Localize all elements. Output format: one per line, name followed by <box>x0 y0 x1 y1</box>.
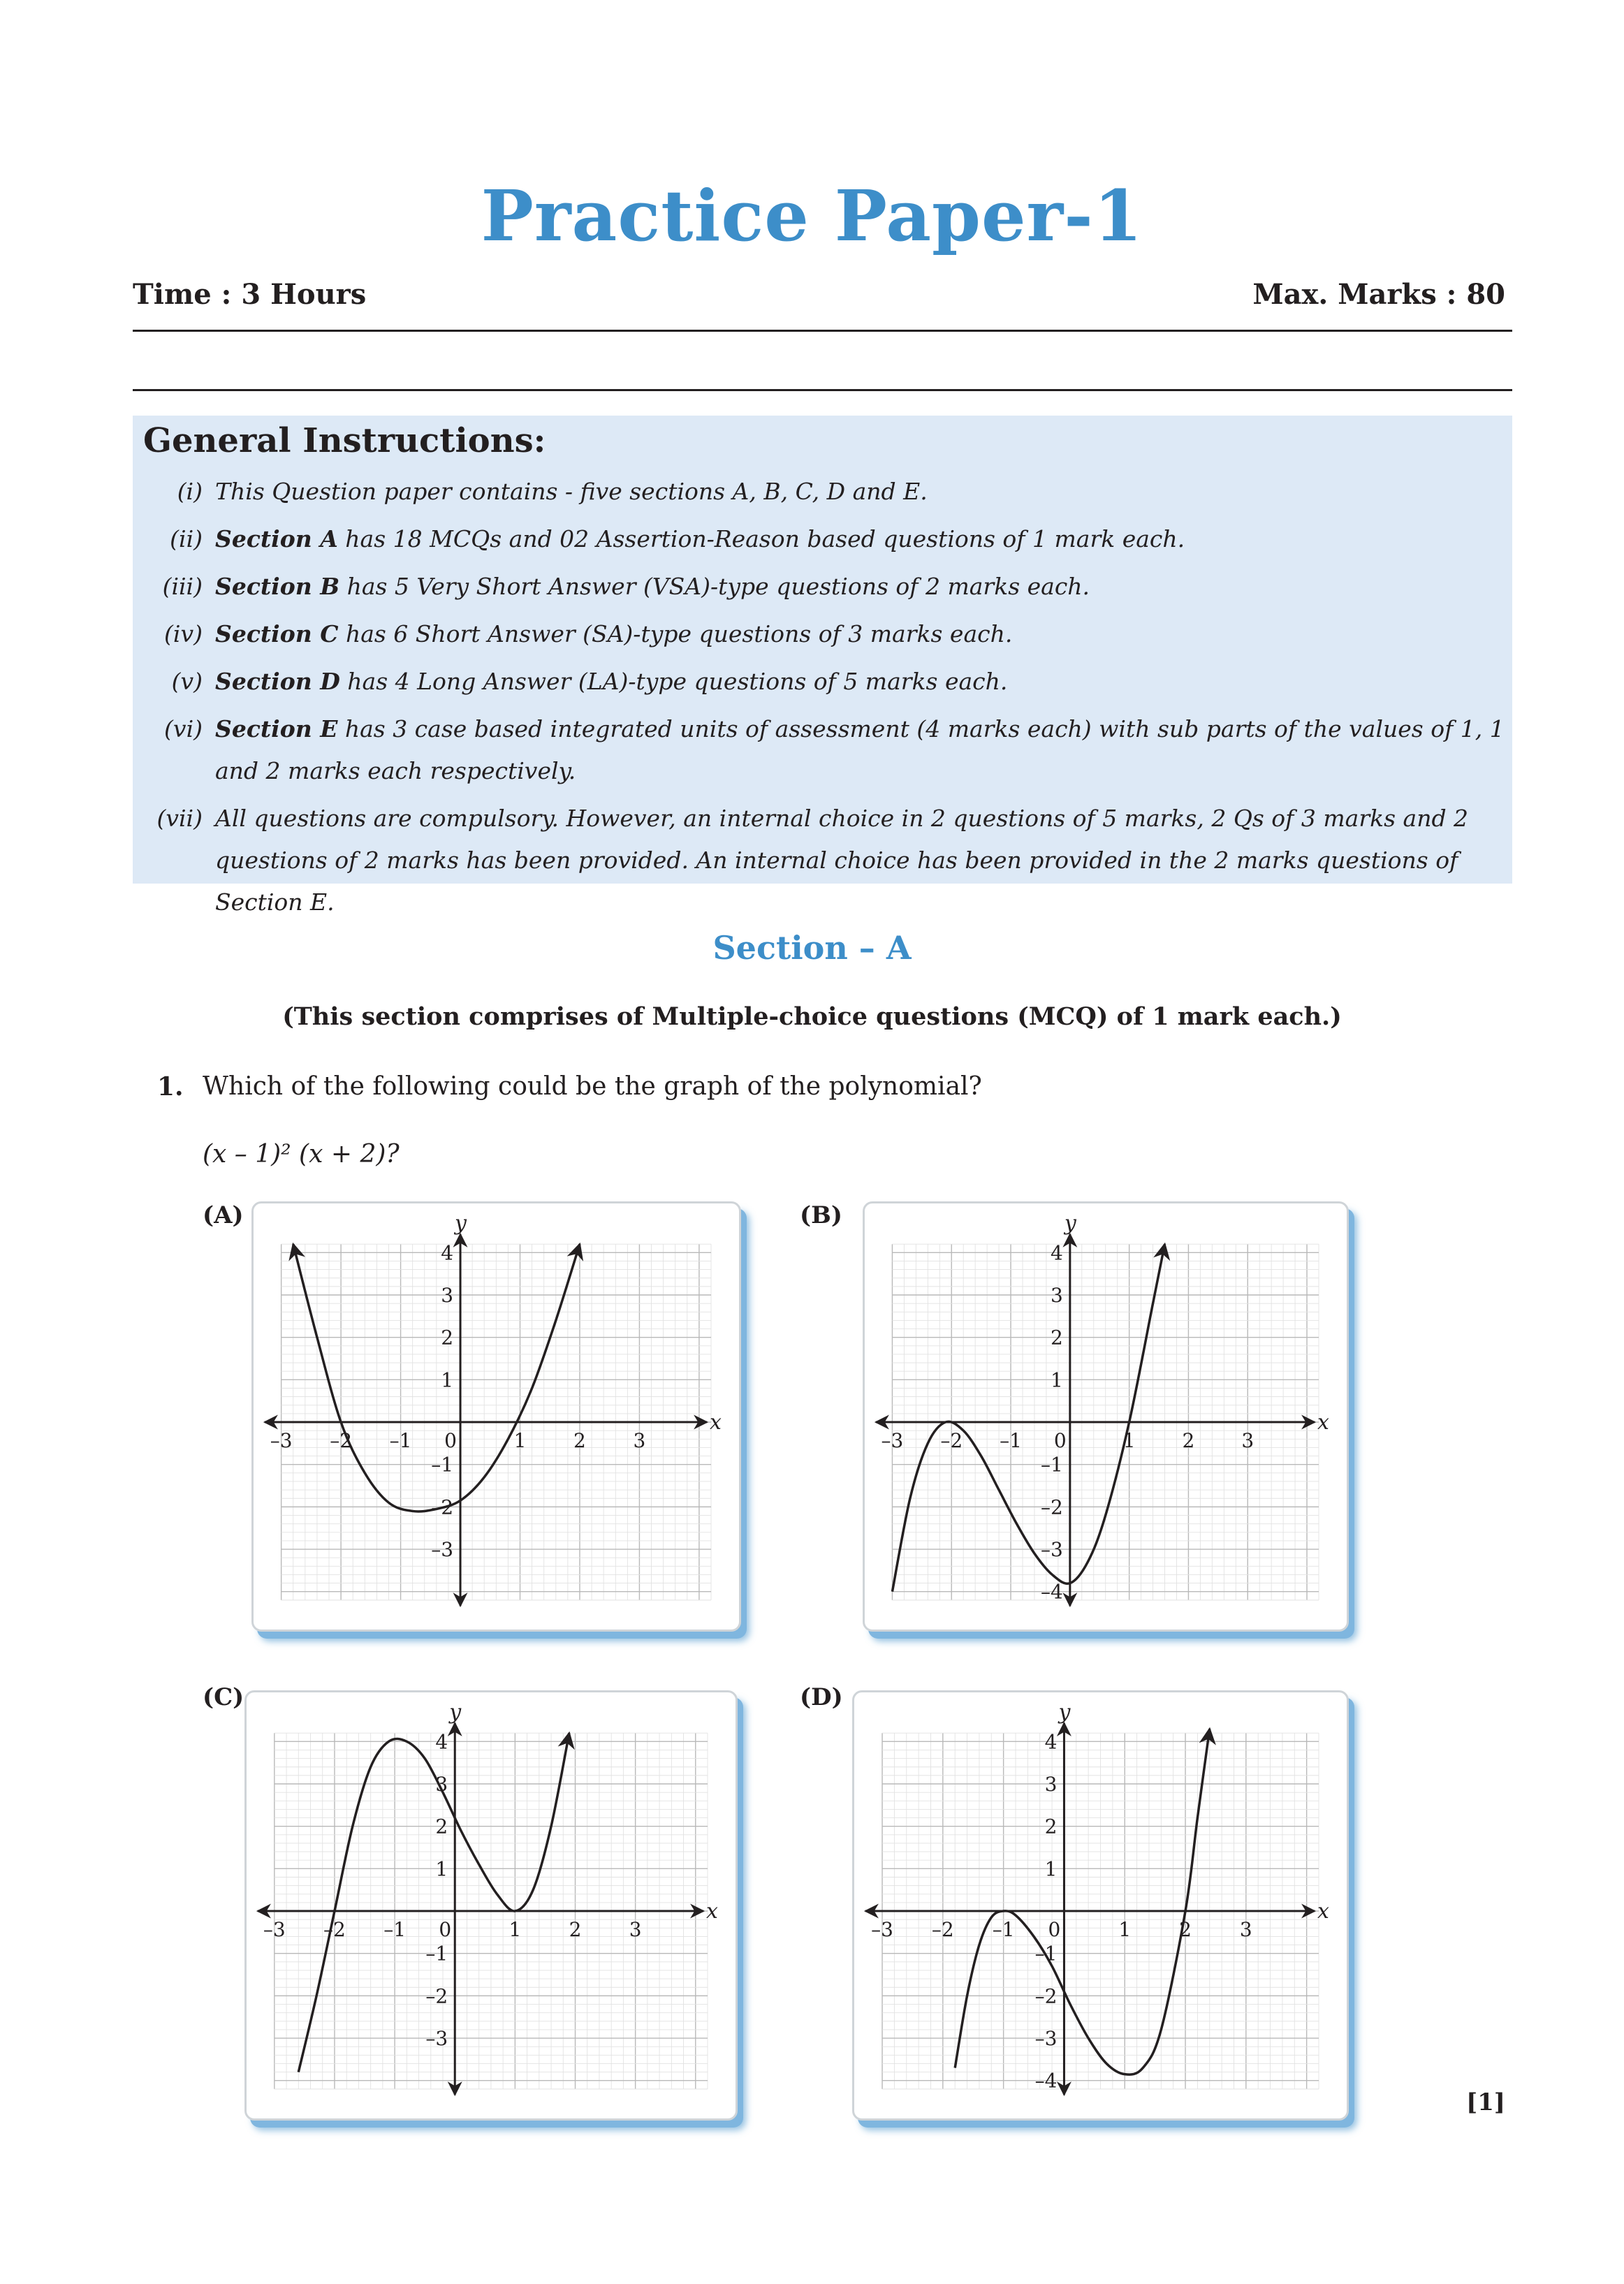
y-tick-label: 3 <box>435 1773 448 1796</box>
x-tick-label: 1 <box>509 1918 522 1942</box>
y-tick-label: –3 <box>425 2027 448 2051</box>
section-title: Section – A <box>712 929 912 967</box>
instruction-number: (ii) <box>170 525 203 552</box>
y-tick-label: 2 <box>441 1326 454 1349</box>
instructions-heading: General Instructions: <box>143 421 546 460</box>
instruction-item <box>147 661 1505 703</box>
instruction-number: (i) <box>177 478 203 505</box>
graph-option-c <box>247 1692 736 2118</box>
x-tick-label: 3 <box>1239 1918 1252 1942</box>
y-tick-label: 1 <box>1044 1857 1058 1881</box>
x-axis-label: x <box>1317 1899 1329 1924</box>
x-axis-label: x <box>710 1410 722 1435</box>
x-tick-label: 3 <box>1241 1429 1254 1453</box>
instruction-number: (vi) <box>164 715 203 742</box>
option-label: (A) <box>203 1201 244 1229</box>
y-tick-label: 1 <box>441 1368 454 1392</box>
y-tick-label: 4 <box>1044 1730 1058 1754</box>
y-tick-label: 3 <box>1044 1773 1058 1796</box>
header-rule-bottom <box>133 389 1512 391</box>
instruction-item <box>147 471 1505 513</box>
y-axis-label: y <box>1064 1211 1076 1236</box>
polynomial-curve <box>892 1244 1164 1592</box>
y-tick-label: 3 <box>1051 1284 1063 1308</box>
graph-option-d <box>854 1692 1347 2118</box>
x-tick-label: –2 <box>940 1429 963 1453</box>
graph-card-d <box>852 1690 1349 2121</box>
x-tick-label: 3 <box>629 1918 642 1942</box>
graph-card-a <box>251 1201 741 1632</box>
x-tick-label: 3 <box>633 1429 646 1453</box>
question-expression: (x – 1)² (x + 2)? <box>203 1140 400 1169</box>
y-tick-label: –3 <box>1041 1538 1063 1562</box>
graph-card-c <box>244 1690 738 2121</box>
y-tick-label: –3 <box>431 1538 454 1562</box>
y-tick-label: 4 <box>441 1241 454 1265</box>
x-tick-label: 1 <box>1122 1429 1136 1453</box>
x-tick-label: –2 <box>931 1918 954 1942</box>
instruction-number: (iii) <box>162 573 203 600</box>
instruction-item <box>147 708 1505 792</box>
instruction-number: (v) <box>171 668 203 695</box>
x-tick-label: –3 <box>871 1918 893 1942</box>
y-axis-label: y <box>1058 1700 1071 1725</box>
y-tick-label: –1 <box>1034 1942 1058 1965</box>
y-tick-label: –4 <box>1034 2069 1058 2093</box>
question-text: Which of the following could be the graph of the polynomial? <box>203 1072 982 1101</box>
x-tick-label: –1 <box>1000 1429 1022 1453</box>
header-rule-top <box>133 330 1512 332</box>
section-subtitle: (This section comprises of Multiple-choice questions (MCQ) of 1 mark each.) <box>282 1002 1342 1031</box>
graph-card-b <box>863 1201 1349 1632</box>
x-tick-label: 0 <box>1053 1429 1067 1453</box>
option-label: (C) <box>203 1683 244 1711</box>
instruction-text: All questions are compulsory. However, an internal choice in 2 questions of 5 marks, 2 Qs of 3 marks and 2 questions of 2 marks has been provided. An internal choice has been provided in the 2 marks questions of Section E. <box>215 805 1469 916</box>
y-tick-label: –1 <box>1041 1453 1063 1477</box>
x-tick-label: 1 <box>513 1429 527 1453</box>
y-tick-label: –1 <box>425 1942 448 1965</box>
y-tick-label: 2 <box>1044 1815 1058 1838</box>
y-tick-label: –2 <box>1041 1495 1063 1519</box>
x-tick-label: –2 <box>323 1918 346 1942</box>
y-tick-label: –3 <box>1034 2027 1058 2051</box>
time-label: Time : 3 Hours <box>133 278 367 311</box>
x-tick-label: –2 <box>330 1429 353 1453</box>
instruction-text: Section E has 3 case based integrated units of assessment (4 marks each) with sub parts of the values of 1, 1 and 2 marks each respectively. <box>215 715 1505 784</box>
graph-option-a <box>254 1203 739 1630</box>
y-tick-label: 2 <box>1051 1326 1063 1349</box>
x-tick-label: 0 <box>444 1429 457 1453</box>
x-tick-label: 0 <box>1048 1918 1061 1942</box>
y-tick-label: –4 <box>1041 1580 1063 1604</box>
y-tick-label: 1 <box>1051 1368 1063 1392</box>
y-axis-label: y <box>449 1700 462 1725</box>
graph-option-b <box>865 1203 1347 1630</box>
option-label: (D) <box>800 1683 843 1711</box>
instruction-text: Section A has 18 MCQs and 02 Assertion-Reason based questions of 1 mark each. <box>215 525 1185 552</box>
instruction-number: (iv) <box>164 620 203 647</box>
paper-title: Practice Paper-1 <box>481 175 1143 257</box>
question-number: 1. <box>157 1072 184 1101</box>
x-tick-label: –1 <box>383 1918 407 1942</box>
x-tick-label: 2 <box>569 1918 582 1942</box>
y-tick-label: 4 <box>435 1730 448 1754</box>
x-tick-label: 2 <box>573 1429 586 1453</box>
instruction-text: Section B has 5 Very Short Answer (VSA)-type questions of 2 marks each. <box>215 573 1090 600</box>
option-label: (B) <box>800 1201 842 1229</box>
x-tick-label: –1 <box>389 1429 412 1453</box>
y-tick-label: –2 <box>1034 1984 1058 2008</box>
x-tick-label: 1 <box>1118 1918 1132 1942</box>
x-axis-label: x <box>706 1899 718 1924</box>
x-tick-label: –3 <box>263 1918 286 1942</box>
y-tick-label: 3 <box>441 1284 454 1308</box>
y-tick-label: 1 <box>435 1857 448 1881</box>
y-tick-label: –2 <box>425 1984 448 2008</box>
page-number: [1] <box>1466 2088 1505 2116</box>
instruction-text: Section C has 6 Short Answer (SA)-type questions of 3 marks each. <box>215 620 1013 647</box>
y-tick-label: 2 <box>435 1815 448 1838</box>
instruction-item <box>147 613 1505 655</box>
instruction-text: Section D has 4 Long Answer (LA)-type questions of 5 marks each. <box>215 668 1008 695</box>
y-tick-label: –1 <box>431 1453 454 1477</box>
y-tick-label: –2 <box>431 1495 454 1519</box>
x-tick-label: –3 <box>270 1429 293 1453</box>
instruction-item <box>147 566 1505 608</box>
x-tick-label: –1 <box>992 1918 1015 1942</box>
y-axis-label: y <box>455 1211 467 1236</box>
x-tick-label: –3 <box>881 1429 904 1453</box>
instruction-item <box>147 798 1505 923</box>
x-axis-label: x <box>1317 1410 1329 1435</box>
polynomial-curve <box>955 1729 1210 2074</box>
x-tick-label: 0 <box>439 1918 452 1942</box>
instruction-item <box>147 518 1505 560</box>
instruction-number: (vii) <box>156 805 203 832</box>
instruction-text: This Question paper contains - five sections A, B, C, D and E. <box>215 478 928 505</box>
x-tick-label: 2 <box>1182 1429 1195 1453</box>
y-tick-label: 4 <box>1051 1241 1063 1265</box>
max-marks-label: Max. Marks : 80 <box>1252 278 1505 311</box>
x-tick-label: 2 <box>1179 1918 1192 1942</box>
